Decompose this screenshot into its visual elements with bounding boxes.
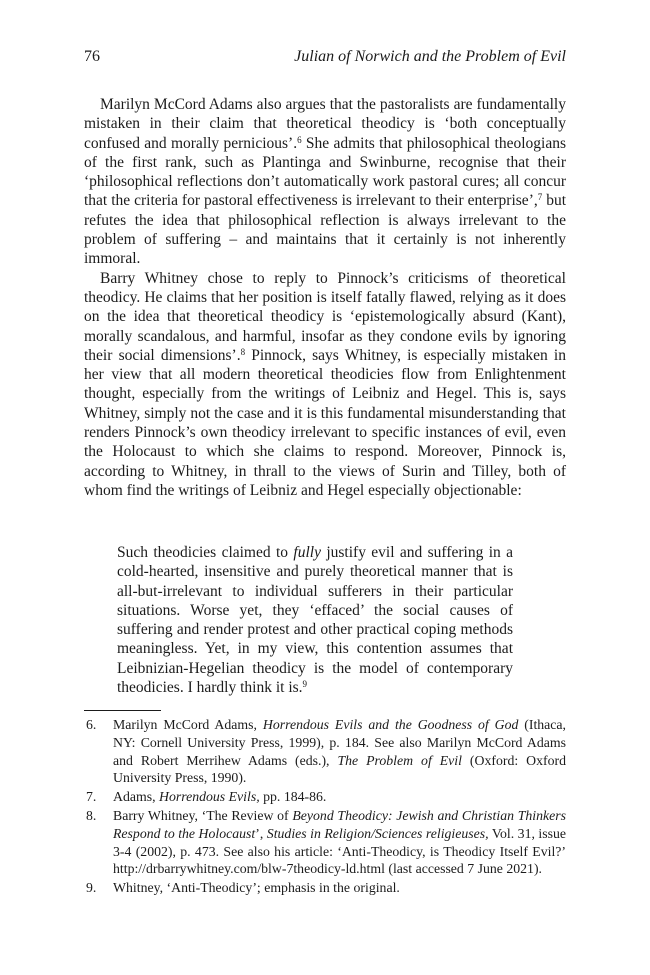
footnote-6-a: Marilyn McCord Adams, — [113, 717, 263, 732]
paragraph-1-text-c: but refutes the idea that philosophical reflection is always irrelevant to the problem of suffering – and maintains that it certainly is not inherently immoral. — [84, 192, 566, 268]
footnote-divider — [84, 710, 161, 711]
footnote-ref-7: 7 — [537, 192, 543, 203]
footnote-6-c: (Oxford: Oxford University Press, 1990). — [113, 752, 567, 786]
footnote-ref-8: 8 — [240, 346, 246, 357]
footnote-text — [113, 807, 566, 878]
paragraph-1-text-b: She admits that philosophical theologians of the first rank, such as Plantinga and Swinburne, recognise that their ‘philosophical reflections don’t automatically work pastoral cures; all concur that the criteria for pastoral effectiveness is irrelevant to their enterprise’, — [84, 134, 566, 210]
paragraph-2-text-b: Pinnock, says Whitney, is especially mistaken in her view that all modern theoretical theodicies flow from Enlightenment thought, especially from the writings of Leibniz and Hegel. This is, says Whitney, simply not the case and it is this fundamental misunderstanding that renders Pinnock’s own theodicy irrelevant to specific instances of evil, even the Holocaust to which she claims to respond. Moreover, Pinnock is, according to Whitney, in thrall to the views of Surin and Tilley, both of whom find the writings of Leibniz and Hegel especially objectionable: — [84, 346, 566, 499]
footnote-8-a: Barry Whitney, ‘The Review of — [113, 807, 293, 823]
footnote-6-title-1: Horrendous Evils and the Goodness of God — [262, 717, 519, 732]
footnote-7 — [84, 788, 566, 806]
block-quote-emphasis: fully — [293, 544, 321, 561]
footnote-number: 8. — [86, 807, 97, 823]
paragraph-2 — [84, 269, 566, 501]
footnotes — [84, 716, 566, 898]
paragraph-1-text-a: Marilyn McCord Adams also argues that the pastoralists are fundamentally mistaken in their claim that theoretical theodicy is ‘both conceptually confused and morally pernicious’. — [84, 96, 566, 152]
footnote-8-c: Vol. 31, issue 3-4 (2002), p. 473. See also his article: ‘Anti-Theodicy, is Theodicy Itself Evil?’ http://drbarrywhitney.com/blw-7theodicy-ld.html (last accessed 7 June 2021). — [113, 825, 566, 877]
block-quote — [117, 543, 513, 697]
block-quote-text-a: Such theodicies claimed to — [117, 544, 294, 561]
page-number: 76 — [84, 48, 100, 65]
footnote-7-a: Adams, — [113, 789, 159, 805]
footnote-6 — [84, 716, 566, 787]
paragraph-2-text-a: Barry Whitney chose to reply to Pinnock’s criticisms of theoretical theodicy. He claims that her position is itself fatally flawed, relying as it does on the idea that theoretical theodicy is ‘epistemologically absurd (Kant), morally scandalous, and harmful, insofar as they condone evils by ignoring their social dimensions’. — [84, 269, 566, 364]
footnote-number: 7. — [86, 789, 97, 805]
footnote-number: 6. — [86, 717, 97, 732]
footnote-text — [113, 716, 566, 787]
footnote-7-b: pp. 184-86. — [259, 789, 327, 805]
footnote-8-title-1: Beyond Theodicy: Jewish and Christian Thinkers Respond to the Holocaust — [113, 807, 566, 841]
footnote-7-title: Horrendous Evils, — [159, 789, 260, 805]
block-quote-text-b: justify evil and suffering in a cold-hearted, insensitive and purely theoretical manner that is all-but-irrelevant to individual sufferers in their particular situations. Worse yet, they ‘effaced’ the social causes of suffering and render protest and other practical coping methods meaningless. Yet, in my view, this contention assumes that Leibnizian-Hegelian theodicy is the model of contemporary theodicies. I hardly think it is. — [117, 544, 513, 697]
footnote-8-title-2: Studies in Religion/Sciences religieuses, — [266, 825, 489, 841]
footnote-8-b: ’, — [255, 825, 267, 841]
running-header — [84, 48, 566, 68]
block-quote-text — [117, 543, 513, 697]
footnote-8 — [84, 807, 566, 878]
running-title: Julian of Norwich and the Problem of Evil — [294, 48, 566, 65]
footnote-6-b: (Ithaca, NY: Cornell University Press, 1999), p. 184. See also Marilyn McCord Adams and Robert Merrihew Adams (eds.), — [113, 717, 566, 768]
paragraph-1 — [84, 95, 566, 269]
footnote-number: 9. — [86, 880, 97, 896]
footnote-text: Whitney, ‘Anti-Theodicy’; emphasis in the original. — [113, 880, 400, 896]
footnote-ref-9: 9 — [302, 679, 308, 690]
footnote-text — [113, 788, 566, 806]
main-text — [84, 95, 566, 500]
footnote-6-title-2: The Problem of Evil — [337, 752, 462, 768]
footnote-9 — [84, 879, 566, 897]
footnote-ref-6: 6 — [297, 134, 302, 145]
